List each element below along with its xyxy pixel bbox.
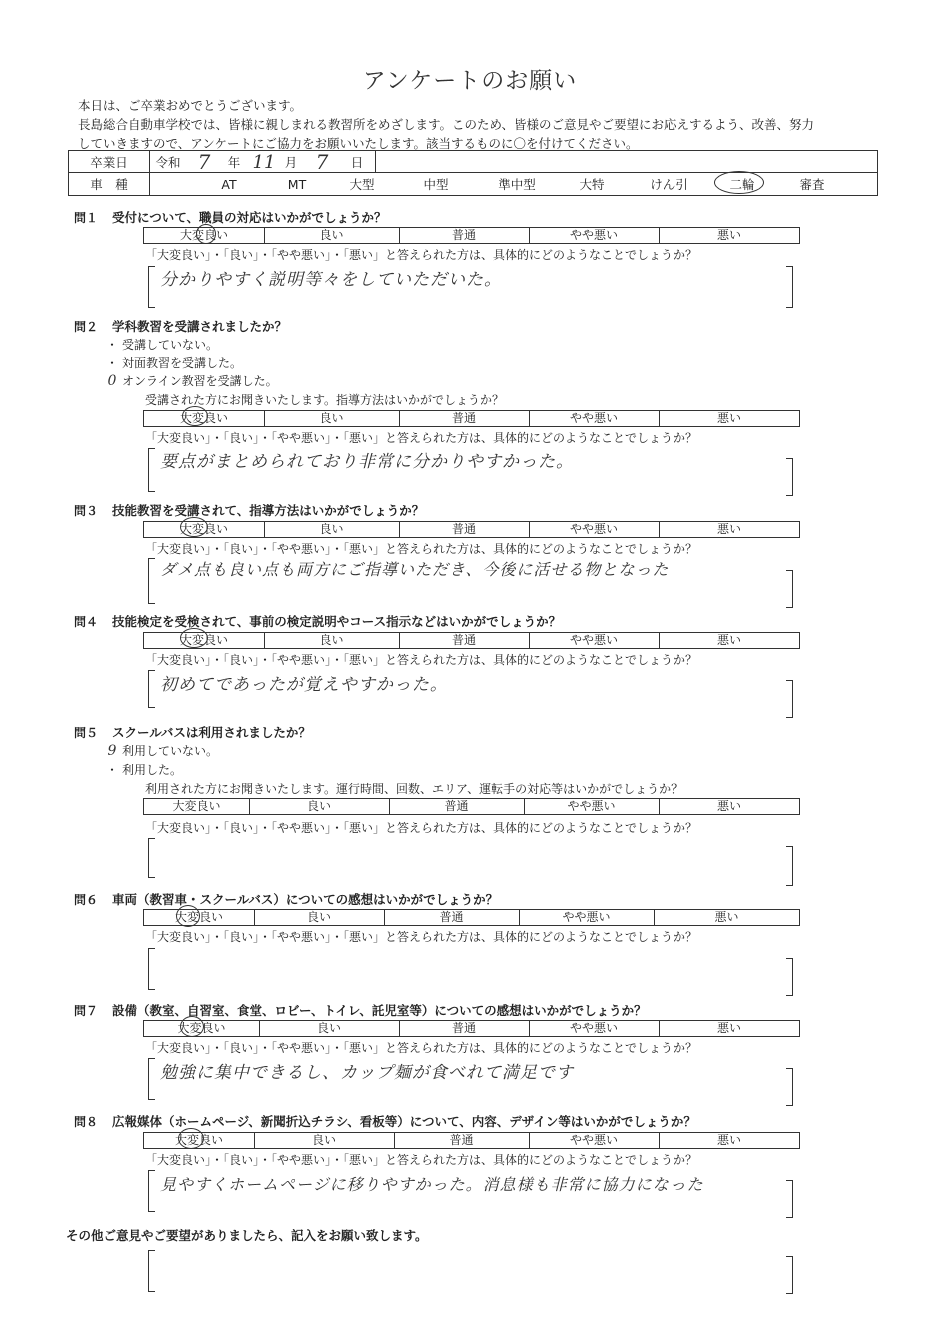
q3-follow-up: 「大変良い」・「良い」・「やや悪い」・「悪い」と答えられた方は、具体的にどのようなことでしょうか？ (145, 542, 698, 556)
q7-rating-normal[interactable]: 普通 (451, 1021, 476, 1035)
q1-rating-somewhat-bad[interactable]: やや悪い (569, 228, 618, 242)
year-unit: 年 (227, 155, 241, 170)
q8-rating-somewhat-bad[interactable]: やや悪い (569, 1133, 618, 1147)
q6-number: 問６ (74, 893, 99, 907)
q7-bracket-left (148, 1058, 155, 1100)
q2-option-2[interactable] (102, 354, 242, 371)
q5-follow-up: 「大変良い」・「良い」・「やや悪い」・「悪い」と答えられた方は、具体的にどのようなことでしょうか？ (145, 821, 698, 835)
q7-follow-up: 「大変良い」・「良い」・「やや悪い」・「悪い」と答えられた方は、具体的にどのようなことでしょうか？ (145, 1041, 698, 1055)
q1-answer[interactable]: 分かりやすく説明等々をしていただいた。 (160, 270, 502, 290)
graduation-date-row (68, 150, 878, 173)
q7-rating (143, 1020, 800, 1037)
q4-rating-very-good[interactable]: 大変良い (179, 633, 228, 647)
closing-bracket-left (148, 1250, 155, 1292)
q2-bracket-left (148, 448, 155, 492)
q4-rating-somewhat-bad[interactable]: やや悪い (569, 633, 618, 647)
q5-number: 問５ (74, 726, 99, 740)
bullet-icon: ・ (105, 763, 118, 777)
q8-rating-good[interactable]: 良い (311, 1133, 336, 1147)
q1-rating (143, 227, 800, 244)
q3-rating-very-good[interactable]: 大変良い (179, 522, 228, 536)
q2-option-3-label: オンライン教習を受講した。 (122, 374, 278, 388)
q6-bracket-right (786, 958, 793, 996)
q3-rating-bad[interactable]: 悪い (716, 522, 741, 536)
q5-rating-normal[interactable]: 普通 (444, 799, 469, 813)
q4-follow-up: 「大変良い」・「良い」・「やや悪い」・「悪い」と答えられた方は、具体的にどのようなことでしょうか？ (145, 653, 698, 667)
vehicle-special[interactable]: 大特 (579, 177, 605, 192)
vehicle-motorcycle[interactable]: 二輪 (729, 177, 755, 192)
q5-text: スクールバスは利用されましたか？ (112, 725, 311, 740)
q1-selected-circle (196, 224, 216, 244)
q4-bracket-right (786, 680, 793, 718)
q6-bracket-left (148, 948, 155, 990)
q1-bracket-right (786, 266, 793, 308)
q2-answer[interactable]: 要点がまとめられており非常に分かりやすかった。 (160, 452, 574, 472)
q1-bracket-left (148, 266, 155, 308)
q6-text: 車両（教習車・スクールバス）についての感想はいかがでしょうか？ (112, 892, 499, 907)
month-value[interactable]: 11 (252, 151, 276, 173)
page-title: アンケートのお願い (362, 68, 578, 94)
q8-follow-up: 「大変良い」・「良い」・「やや悪い」・「悪い」と答えられた方は、具体的にどのようなことでしょうか？ (145, 1153, 698, 1167)
month-unit: 月 (284, 155, 298, 170)
q2-sub-question: 受講された方にお聞きいたします。指導方法はいかがでしょうか？ (145, 393, 505, 407)
q7-bracket-right (786, 1068, 793, 1106)
bullet-icon: ・ (105, 338, 118, 352)
graduation-label: 卒業日 (90, 155, 128, 170)
q2-rating (143, 410, 800, 427)
q5-rating-bad[interactable]: 悪い (716, 799, 741, 813)
bullet-icon: ・ (105, 356, 118, 370)
day-value[interactable]: 7 (315, 150, 329, 174)
q2-selected-circle (182, 406, 208, 426)
q3-rating-somewhat-bad[interactable]: やや悪い (569, 522, 618, 536)
q5-rating-good[interactable]: 良い (306, 799, 331, 813)
q2-option-1[interactable] (102, 336, 218, 353)
q7-text: 設備（教室、自習室、食堂、ロビー、トイレ、託児室等）についての感想はいかがでしょうか？ (112, 1003, 647, 1018)
q5-rating-very-good[interactable]: 大変良い (172, 799, 221, 813)
q8-number: 問８ (74, 1115, 99, 1129)
q2-number: 問２ (74, 320, 99, 334)
intro-line-1: 本日は、ご卒業おめでとうございます。 (78, 98, 303, 113)
q6-rating (143, 909, 800, 926)
q1-rating-normal[interactable]: 普通 (451, 228, 476, 242)
q2-option-2-label: 対面教習を受講した。 (122, 356, 243, 370)
q4-text: 技能検定を受検されて、事前の検定説明やコース指示などはいかがでしょうか？ (112, 614, 562, 629)
q4-number: 問４ (74, 615, 99, 629)
q7-selected-circle (180, 1016, 204, 1037)
q6-rating-bad[interactable]: 悪い (714, 910, 739, 924)
q6-rating-very-good[interactable]: 大変良い (174, 910, 223, 924)
q7-rating-very-good[interactable]: 大変良い (177, 1021, 226, 1035)
vehicle-tow[interactable]: けん引 (650, 177, 688, 192)
q6-rating-somewhat-bad[interactable]: やや悪い (562, 910, 611, 924)
q2-selected-mark: 0 (107, 373, 117, 389)
q5-rating (143, 798, 800, 815)
q1-number: 問１ (74, 211, 99, 225)
q6-rating-normal[interactable]: 普通 (439, 910, 464, 924)
q5-sub-question: 利用された方にお聞きいたします。運行時間、回数、エリア、運転手の対応等はいかがでしょうか？ (145, 782, 684, 796)
vehicle-medium[interactable]: 中型 (423, 177, 449, 192)
q3-number: 問３ (74, 504, 99, 518)
closing-prompt: その他ご意見やご要望がありましたら、記入をお願い致します。 (66, 1228, 428, 1243)
q4-rating (143, 632, 800, 649)
q2-rating-very-good[interactable]: 大変良い (179, 411, 228, 425)
q7-rating-bad[interactable]: 悪い (716, 1021, 741, 1035)
q1-rating-very-good[interactable]: 大変良い (179, 228, 228, 242)
q3-selected-circle (180, 517, 208, 537)
q4-rating-good[interactable]: 良い (319, 633, 344, 647)
q2-bracket-right (786, 458, 793, 496)
q1-text: 受付について、職員の対応はいかがでしょうか？ (112, 210, 387, 225)
q8-rating-bad[interactable]: 悪い (716, 1133, 741, 1147)
era-label: 令和 (155, 155, 181, 170)
vehicle-exam[interactable]: 審査 (799, 177, 825, 192)
q5-option-2[interactable] (102, 761, 182, 778)
vehicle-large[interactable]: 大型 (349, 177, 375, 192)
q1-rating-good[interactable]: 良い (319, 228, 344, 242)
q5-rating-somewhat-bad[interactable]: やや悪い (567, 799, 616, 813)
q3-rating-normal[interactable]: 普通 (451, 522, 476, 536)
q4-bracket-left (148, 670, 155, 708)
year-value[interactable]: 7 (197, 150, 211, 174)
q2-rating-good[interactable]: 良い (319, 411, 344, 425)
q7-rating-somewhat-bad[interactable]: やや悪い (569, 1021, 618, 1035)
intro-line-2: 長島総合自動車学校では、皆様に親しまれる教習所をめざします。このため、皆様のご意見やご要望にお応えするよう、改善、努力 (78, 117, 815, 132)
q3-bracket-right (786, 570, 793, 608)
q8-bracket-left (148, 1170, 155, 1212)
q3-answer[interactable]: ダメ点も良い点も両方にご指導いただき、今後に活せる物となった (160, 560, 670, 579)
q8-bracket-right (786, 1180, 793, 1218)
q8-rating-normal[interactable]: 普通 (449, 1133, 474, 1147)
q5-selected-mark: 9 (107, 743, 117, 759)
q3-rating-good[interactable]: 良い (319, 522, 344, 536)
q1-rating-bad[interactable]: 悪い (716, 228, 741, 242)
q4-rating-bad[interactable]: 悪い (716, 633, 741, 647)
q2-follow-up: 「大変良い」・「良い」・「やや悪い」・「悪い」と答えられた方は、具体的にどのようなことでしょうか？ (145, 431, 698, 445)
q3-rating (143, 521, 800, 538)
q8-rating (143, 1132, 800, 1149)
q7-answer[interactable]: 勉強に集中できるし、カップ麺が食べれて満足です (160, 1063, 574, 1083)
vehicle-at[interactable]: AT (221, 176, 237, 192)
q2-rating-bad[interactable]: 悪い (716, 411, 741, 425)
q5-bracket-left (148, 838, 155, 878)
q5-option-1[interactable] (102, 742, 218, 759)
q8-answer[interactable]: 見やすくホームページに移りやすかった。消息様も非常に協力になった (160, 1175, 704, 1194)
q6-selected-circle (176, 905, 200, 927)
q2-option-3[interactable] (102, 372, 278, 389)
q3-bracket-left (148, 558, 155, 604)
q6-rating-good[interactable]: 良い (306, 910, 331, 924)
q7-number: 問７ (74, 1004, 99, 1018)
q7-rating-good[interactable]: 良い (316, 1021, 341, 1035)
q2-rating-somewhat-bad[interactable]: やや悪い (569, 411, 618, 425)
vehicle-semi-medium[interactable]: 準中型 (498, 177, 536, 192)
q8-text: 広報媒体（ホームページ、新聞折込チラシ、看板等）について、内容、デザイン等はいかがでしょうか？ (112, 1114, 696, 1129)
q8-selected-circle (178, 1128, 204, 1149)
q5-bracket-right (786, 846, 793, 886)
q8-rating-very-good[interactable]: 大変良い (174, 1133, 223, 1147)
q3-text: 技能教習を受講されて、指導方法はいかがでしょうか？ (112, 503, 425, 518)
q5-option-2-label: 利用した。 (122, 763, 183, 777)
q6-follow-up: 「大変良い」・「良い」・「やや悪い」・「悪い」と答えられた方は、具体的にどのようなことでしょうか？ (145, 930, 698, 944)
q5-option-1-label: 利用していない。 (122, 744, 219, 758)
vehicle-selected-circle (714, 171, 764, 194)
q1-follow-up: 「大変良い」・「良い」・「やや悪い」・「悪い」と答えられた方は、具体的にどのようなことでしょうか？ (145, 248, 698, 262)
closing-bracket-right (786, 1256, 793, 1294)
q4-rating-normal[interactable]: 普通 (451, 633, 476, 647)
day-unit: 日 (350, 155, 364, 170)
q4-selected-circle (180, 628, 208, 648)
vehicle-label: 車 種 (90, 177, 128, 192)
q2-rating-normal[interactable]: 普通 (451, 411, 476, 425)
intro-line-3: していきますので、アンケートにご協力をお願いいたします。該当するものに〇を付けてください。 (78, 136, 639, 151)
q2-option-1-label: 受講していない。 (122, 338, 219, 352)
q4-answer[interactable]: 初めてであったが覚えやすかった。 (160, 675, 448, 695)
q2-text: 学科教習を受講されましたか？ (112, 319, 288, 334)
vehicle-mt[interactable]: MT (287, 176, 307, 192)
